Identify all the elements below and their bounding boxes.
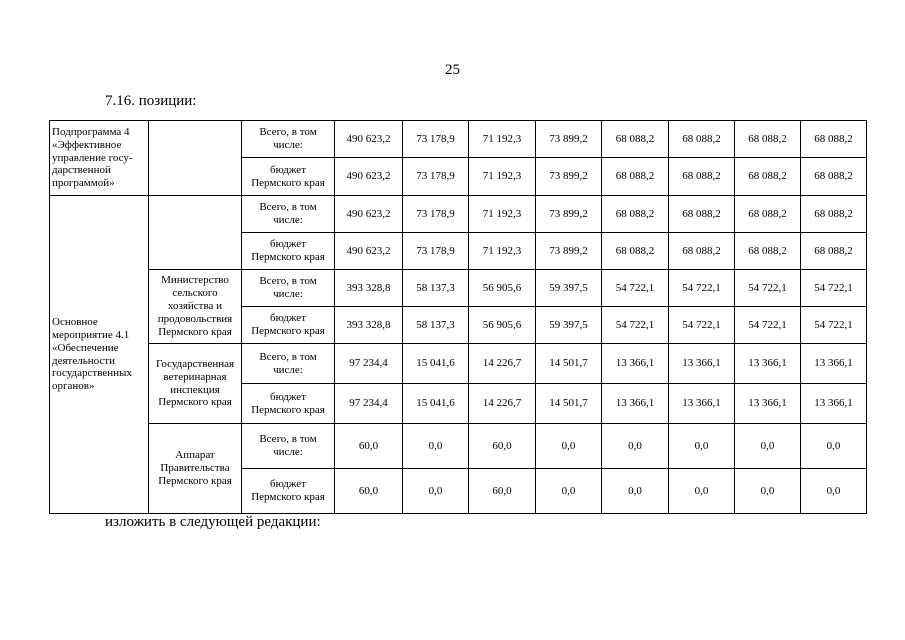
value-cell: 71 192,3 (469, 233, 536, 270)
value-cell: 73 899,2 (536, 233, 602, 270)
value-cell: 54 722,1 (669, 307, 735, 344)
value-cell: 54 722,1 (735, 270, 801, 307)
table-row (50, 121, 867, 158)
value-cell: 13 366,1 (801, 344, 867, 384)
value-cell: 490 623,2 (335, 121, 403, 158)
table-row (50, 344, 867, 384)
funding-source-cell: Всего, в том числе: (242, 121, 335, 158)
value-cell: 68 088,2 (602, 121, 669, 158)
value-cell: 490 623,2 (335, 196, 403, 233)
program-cell: Основное мероприятие 4.1 «Обеспечение деятельности государственных органов» (50, 196, 149, 514)
value-cell: 0,0 (602, 469, 669, 514)
value-cell: 73 899,2 (536, 196, 602, 233)
executor-cell: Аппарат Правительства Пермского края (149, 424, 242, 514)
value-cell: 13 366,1 (801, 384, 867, 424)
value-cell: 54 722,1 (801, 307, 867, 344)
value-cell: 60,0 (335, 469, 403, 514)
value-cell: 68 088,2 (801, 121, 867, 158)
value-cell: 0,0 (536, 469, 602, 514)
value-cell: 58 137,3 (403, 307, 469, 344)
value-cell: 13 366,1 (735, 384, 801, 424)
value-cell: 68 088,2 (602, 233, 669, 270)
value-cell: 60,0 (335, 424, 403, 469)
value-cell: 68 088,2 (602, 196, 669, 233)
funding-source-cell: Всего, в том числе: (242, 270, 335, 307)
value-cell: 13 366,1 (669, 344, 735, 384)
value-cell: 60,0 (469, 469, 536, 514)
value-cell: 0,0 (669, 469, 735, 514)
section-heading: 7.16. позиции: (105, 93, 197, 109)
value-cell: 0,0 (735, 469, 801, 514)
value-cell: 14 226,7 (469, 344, 536, 384)
value-cell: 68 088,2 (735, 121, 801, 158)
value-cell: 13 366,1 (735, 344, 801, 384)
value-cell: 58 137,3 (403, 270, 469, 307)
value-cell: 68 088,2 (669, 196, 735, 233)
value-cell: 0,0 (403, 469, 469, 514)
budget-table (49, 120, 867, 514)
value-cell: 60,0 (469, 424, 536, 469)
value-cell: 0,0 (602, 424, 669, 469)
funding-source-cell: бюджет Пермского края (242, 233, 335, 270)
continuation-text: изложить в следующей редакции: (105, 514, 321, 530)
value-cell: 71 192,3 (469, 196, 536, 233)
table-row (50, 196, 867, 233)
value-cell: 0,0 (735, 424, 801, 469)
value-cell: 68 088,2 (735, 158, 801, 196)
value-cell: 0,0 (801, 424, 867, 469)
funding-source-cell: бюджет Пермского края (242, 307, 335, 344)
value-cell: 13 366,1 (602, 344, 669, 384)
value-cell: 73 178,9 (403, 121, 469, 158)
value-cell: 68 088,2 (669, 233, 735, 270)
value-cell: 68 088,2 (801, 233, 867, 270)
value-cell: 71 192,3 (469, 158, 536, 196)
value-cell: 56 905,6 (469, 270, 536, 307)
value-cell: 59 397,5 (536, 307, 602, 344)
value-cell: 490 623,2 (335, 158, 403, 196)
executor-cell (149, 196, 242, 270)
value-cell: 13 366,1 (602, 384, 669, 424)
value-cell: 73 178,9 (403, 158, 469, 196)
funding-source-cell: Всего, в том числе: (242, 424, 335, 469)
value-cell: 59 397,5 (536, 270, 602, 307)
funding-source-cell: Всего, в том числе: (242, 344, 335, 384)
value-cell: 68 088,2 (669, 158, 735, 196)
value-cell: 68 088,2 (801, 158, 867, 196)
value-cell: 0,0 (403, 424, 469, 469)
value-cell: 54 722,1 (801, 270, 867, 307)
value-cell: 393 328,8 (335, 307, 403, 344)
funding-source-cell: Всего, в том числе: (242, 196, 335, 233)
value-cell: 54 722,1 (602, 307, 669, 344)
executor-cell: Министерство сельского хозяйства и продовольствия Пермского края (149, 270, 242, 344)
value-cell: 14 226,7 (469, 384, 536, 424)
program-cell: Подпрограмма 4 «Эффективное управление госу-дарственной программой» (50, 121, 149, 196)
value-cell: 73 899,2 (536, 121, 602, 158)
value-cell: 68 088,2 (801, 196, 867, 233)
value-cell: 73 178,9 (403, 233, 469, 270)
page-number: 25 (445, 62, 460, 78)
funding-source-cell: бюджет Пермского края (242, 158, 335, 196)
funding-source-cell: бюджет Пермского края (242, 384, 335, 424)
value-cell: 490 623,2 (335, 233, 403, 270)
value-cell: 73 178,9 (403, 196, 469, 233)
value-cell: 97 234,4 (335, 384, 403, 424)
value-cell: 0,0 (669, 424, 735, 469)
value-cell: 15 041,6 (403, 344, 469, 384)
value-cell: 68 088,2 (602, 158, 669, 196)
executor-cell: Государственная ветеринарная инспекция Пермского края (149, 344, 242, 424)
value-cell: 393 328,8 (335, 270, 403, 307)
value-cell: 0,0 (801, 469, 867, 514)
value-cell: 14 501,7 (536, 384, 602, 424)
funding-source-cell: бюджет Пермского края (242, 469, 335, 514)
value-cell: 68 088,2 (735, 196, 801, 233)
value-cell: 56 905,6 (469, 307, 536, 344)
value-cell: 68 088,2 (669, 121, 735, 158)
value-cell: 54 722,1 (669, 270, 735, 307)
value-cell: 54 722,1 (735, 307, 801, 344)
value-cell: 15 041,6 (403, 384, 469, 424)
value-cell: 71 192,3 (469, 121, 536, 158)
value-cell: 68 088,2 (735, 233, 801, 270)
table-row (50, 424, 867, 469)
value-cell: 73 899,2 (536, 158, 602, 196)
table-row (50, 270, 867, 307)
executor-cell (149, 121, 242, 196)
value-cell: 54 722,1 (602, 270, 669, 307)
value-cell: 0,0 (536, 424, 602, 469)
value-cell: 97 234,4 (335, 344, 403, 384)
value-cell: 14 501,7 (536, 344, 602, 384)
value-cell: 13 366,1 (669, 384, 735, 424)
